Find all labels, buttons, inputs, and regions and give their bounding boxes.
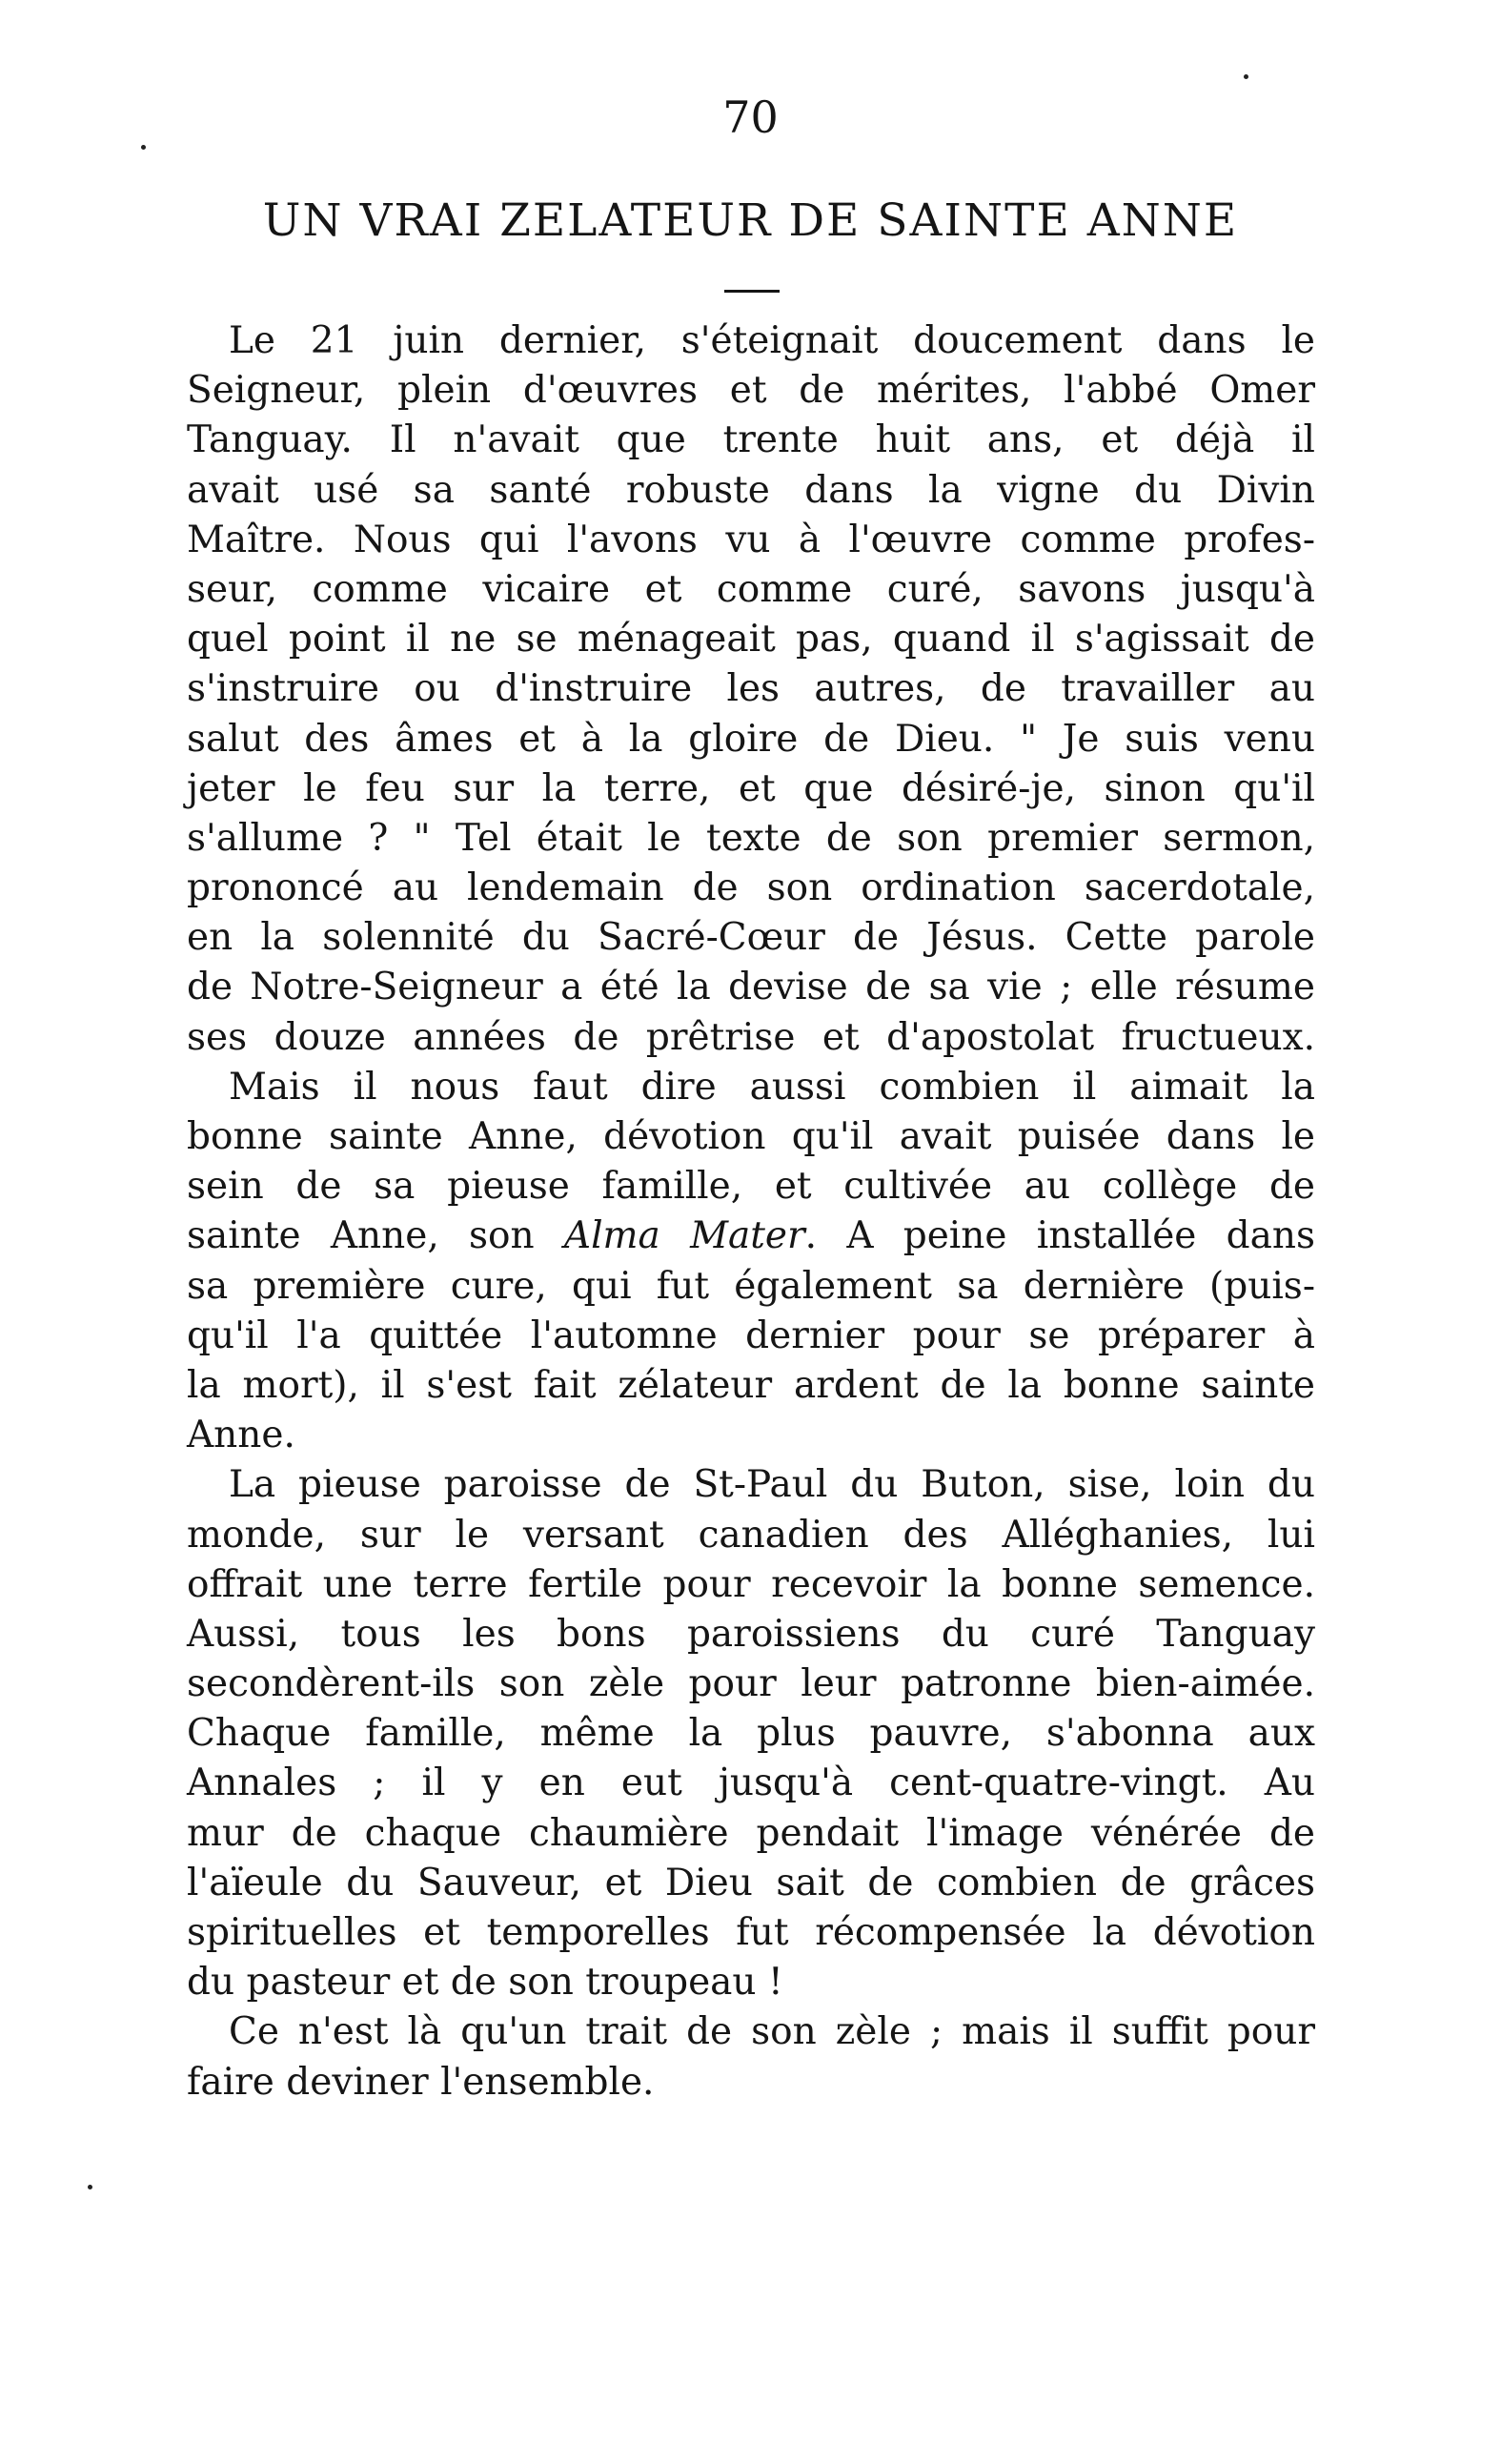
text-line: la mort), il s'est fait zélateur ardent de la bonne sainte [187, 1363, 1315, 1407]
text-line: offrait une terre fertile pour recevoir la bonne semence. [187, 1562, 1315, 1606]
text-line: bonne sainte Anne, dévotion qu'il avait puisée dans le [187, 1115, 1315, 1158]
text-line: Mais il nous faut dire aussi combien il aimait la [229, 1065, 1315, 1109]
text-line: Le 21 juin dernier, s'éteignait doucement dans le [229, 319, 1315, 362]
text-line: La pieuse paroisse de St-Paul du Buton, sise, loin du [229, 1463, 1315, 1507]
text-line: Chaque famille, même la plus pauvre, s'abonna aux [187, 1712, 1315, 1756]
text-line: avait usé sa santé robuste dans la vigne du Divin [187, 468, 1315, 512]
text-line: Aussi, tous les bons paroissiens du curé Tanguay [187, 1612, 1315, 1656]
text-line: jeter le feu sur la terre, et que désiré-je, sinon qu'il [187, 766, 1315, 810]
title-divider-rule [724, 290, 780, 293]
text-line: prononcé au lendemain de son ordination sacerdotale, [187, 866, 1315, 910]
text-line: Anne. [187, 1414, 295, 1457]
text-line: mur de chaque chaumière pendait l'image vénérée de [187, 1811, 1315, 1855]
text-line: Tanguay. Il n'avait que trente huit ans, et déjà il [187, 418, 1315, 462]
scan-speck [88, 2185, 92, 2189]
text-line: s'instruire ou d'instruire les autres, de travailler au [187, 667, 1315, 711]
text-line: quel point il ne se ménageait pas, quand il s'agissait de [187, 618, 1315, 662]
text-line: sa première cure, qui fut également sa dernière (puis- [187, 1264, 1315, 1308]
text-line: sainte Anne, son Alma Mater. A peine installée dans [187, 1214, 1315, 1258]
article-body [187, 316, 1315, 2108]
text-line: salut des âmes et à la gloire de Dieu. " Je suis venu [187, 717, 1315, 761]
page-title: UN VRAI ZELATEUR DE SAINTE ANNE [262, 194, 1239, 247]
text-line: Annales ; il y en eut jusqu'à cent-quatre-vingt. Au [187, 1761, 1315, 1805]
text-line: monde, sur le versant canadien des Alléghanies, lui [187, 1513, 1315, 1557]
scan-speck [141, 145, 146, 150]
text-line: Maître. Nous qui l'avons vu à l'œuvre comme profes- [187, 518, 1315, 561]
text-line: secondèrent-ils son zèle pour leur patronne bien-aimée. [187, 1662, 1315, 1706]
text-line: seur, comme vicaire et comme curé, savons jusqu'à [187, 567, 1315, 611]
text-line: Seigneur, plein d'œuvres et de mérites, l'abbé Omer [187, 369, 1315, 413]
text-line: du pasteur et de son troupeau ! [187, 1961, 783, 2005]
text-line: Ce n'est là qu'un trait de son zèle ; mais il suffit pour [229, 2010, 1315, 2054]
scan-speck [1244, 74, 1248, 79]
text-line: faire deviner l'ensemble. [187, 2060, 655, 2104]
italic-phrase: Alma Mater [563, 1214, 805, 1258]
text-line: sein de sa pieuse famille, et cultivée au collège de [187, 1165, 1315, 1209]
text-line: s'allume ? " Tel était le texte de son premier sermon, [187, 816, 1315, 860]
text-line: de Notre-Seigneur a été la devise de sa vie ; elle résume [187, 966, 1315, 1009]
text-line: l'aïeule du Sauveur, et Dieu sait de combien de grâces [187, 1861, 1315, 1904]
text-line: spirituelles et temporelles fut récompensée la dévotion [187, 1911, 1315, 1954]
page-number: 70 [722, 92, 779, 143]
text-line: en la solennité du Sacré-Cœur de Jésus. Cette parole [187, 916, 1315, 960]
text-line: qu'il l'a quittée l'automne dernier pour se préparer à [187, 1313, 1315, 1357]
text-line: ses douze années de prêtrise et d'apostolat fructueux. [187, 1015, 1315, 1059]
